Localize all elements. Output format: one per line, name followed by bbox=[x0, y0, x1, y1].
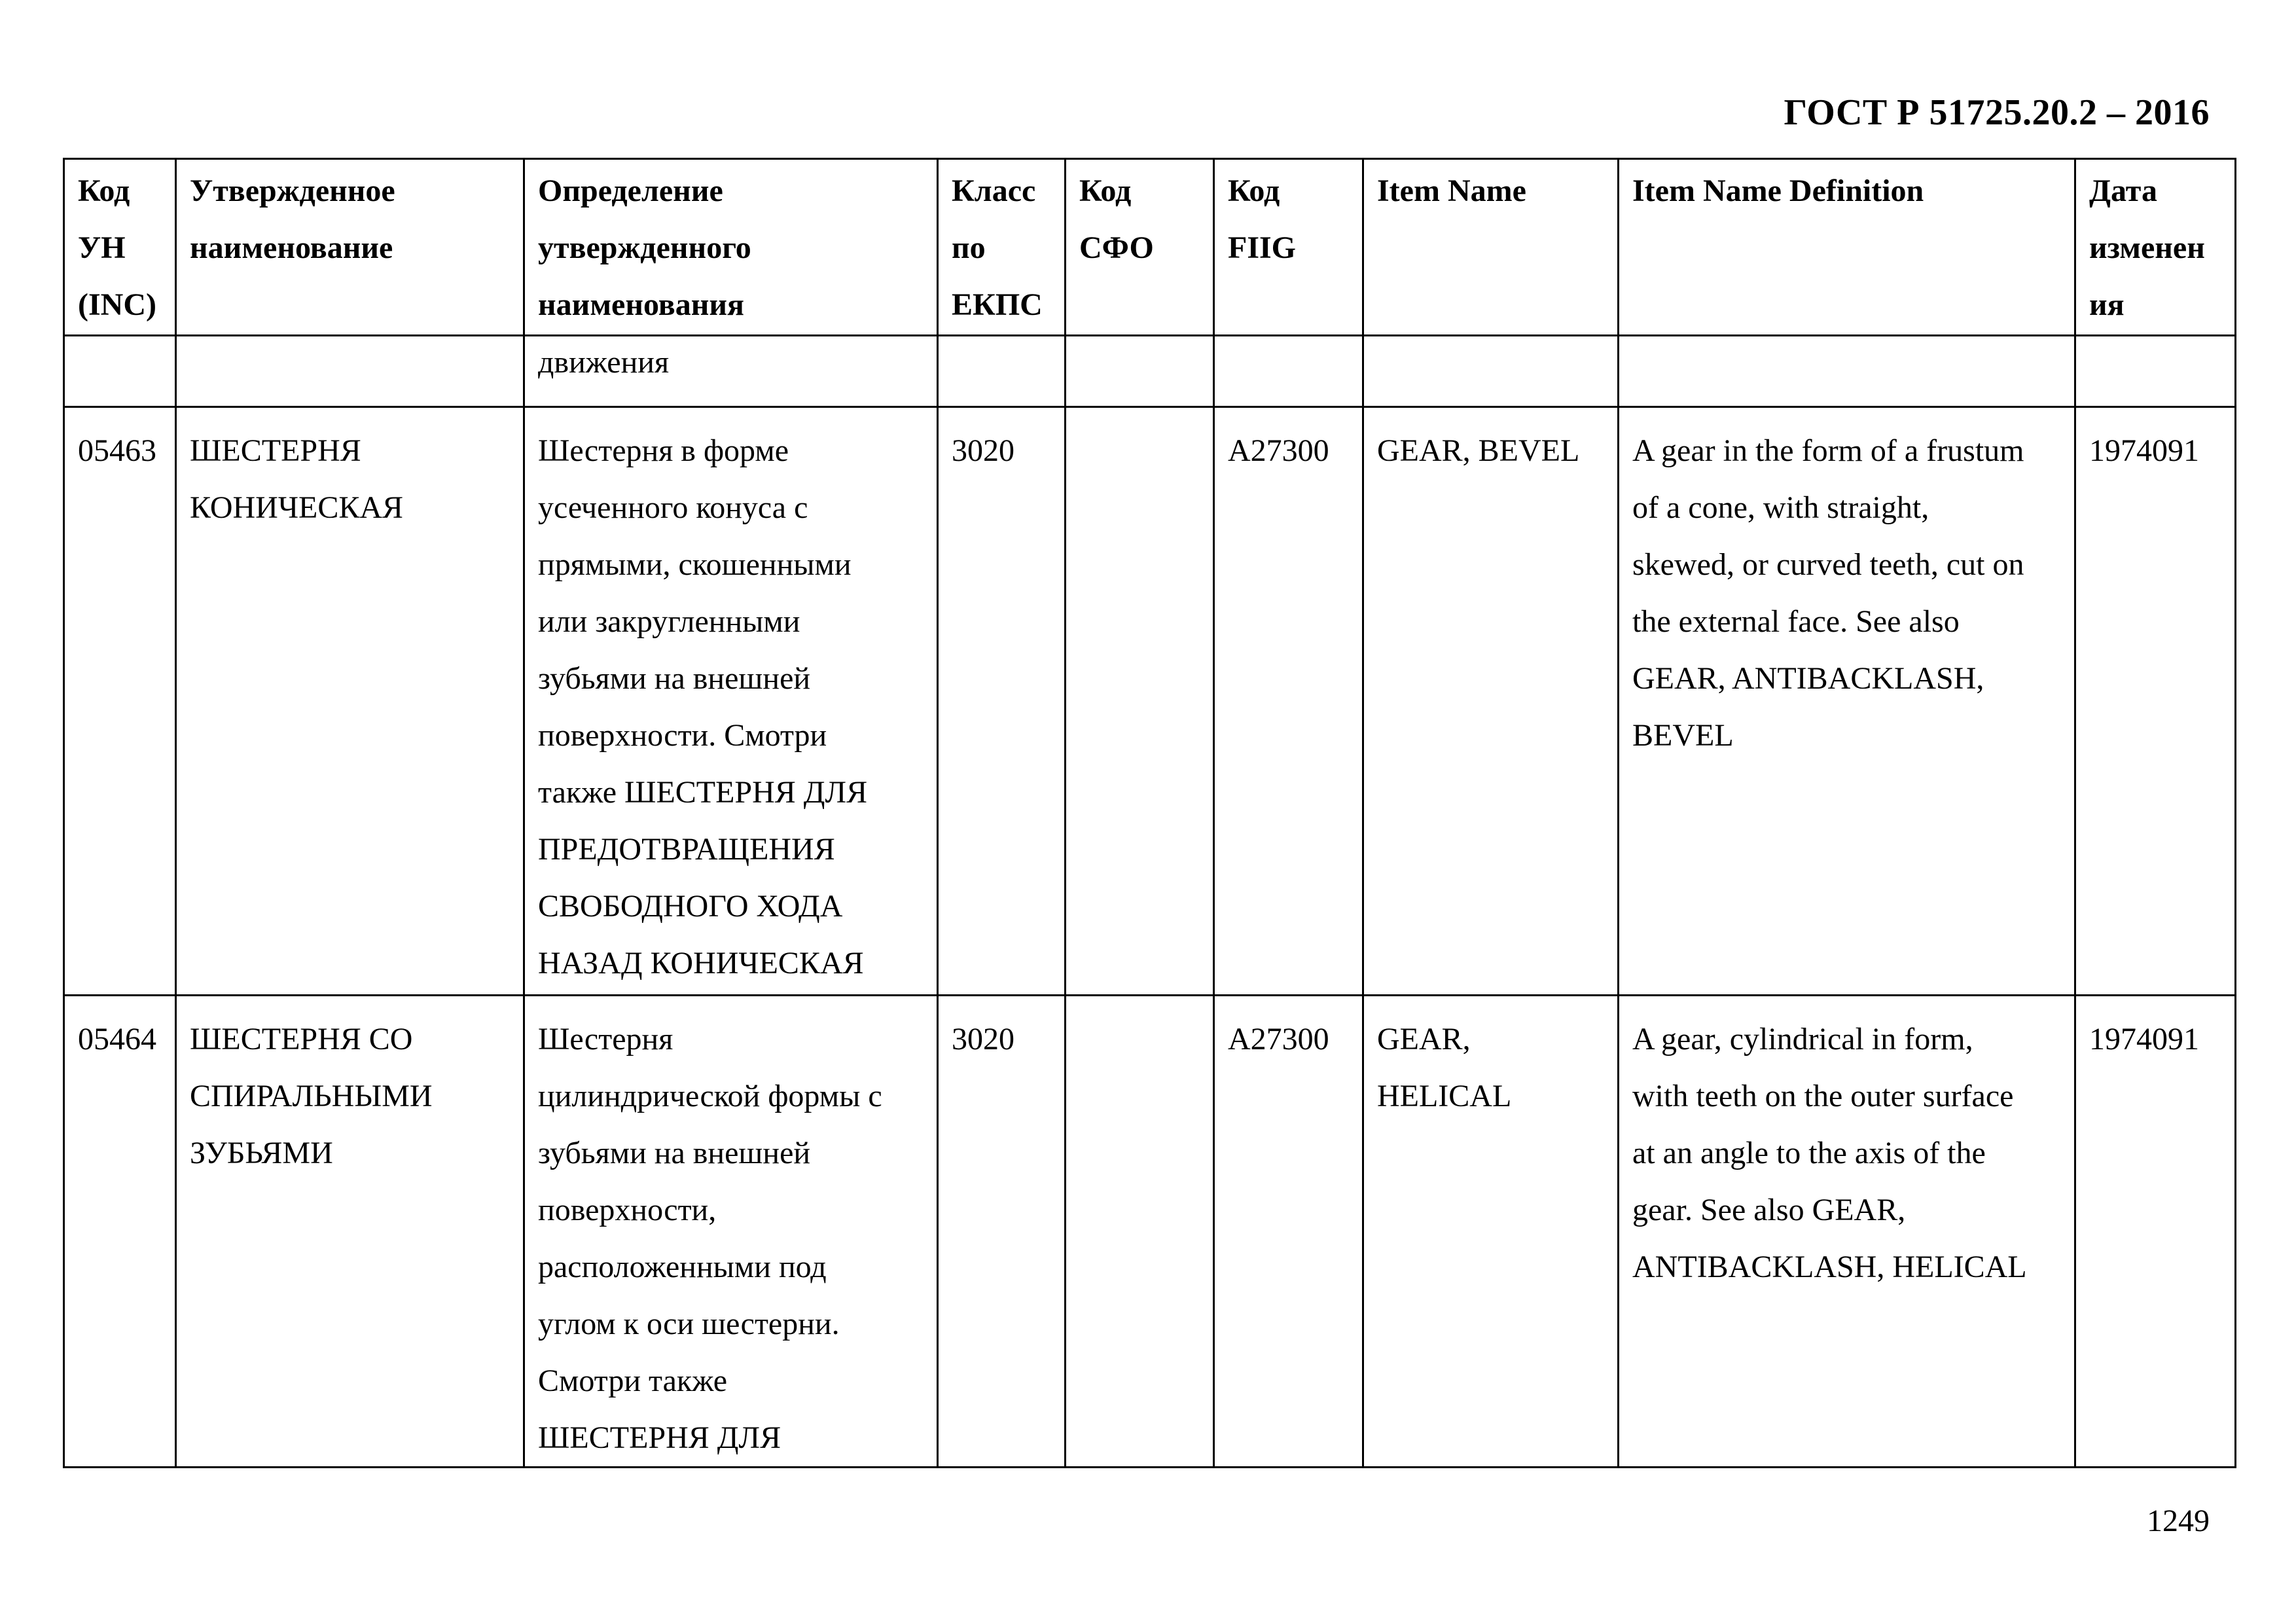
table-cell bbox=[1214, 336, 1363, 407]
table-cell bbox=[64, 336, 176, 407]
page-number: 1249 bbox=[2147, 1504, 2210, 1538]
table-header-row bbox=[64, 159, 2236, 336]
fiig-code-cell: A27300 bbox=[1214, 407, 1363, 996]
fiig-code-cell: A27300 bbox=[1214, 996, 1363, 1468]
table-row-continuation bbox=[64, 336, 2236, 407]
inc-cell: 05464 bbox=[64, 996, 176, 1468]
table-row bbox=[64, 996, 2236, 1468]
definition-cell: Шестерня в форме усеченного конуса с прямыми, скошенными или закругленными зубьями на внешней поверхности. Смотри также ШЕСТЕРНЯ ДЛЯ ПРЕДОТВРАЩЕНИЯ СВОБОДНОГО ХОДА НАЗАД КОНИЧЕСКАЯ bbox=[524, 407, 938, 996]
table-cell bbox=[1066, 336, 1214, 407]
change-date-cell: 1974091 bbox=[2075, 996, 2236, 1468]
definition-cell: Шестерня цилиндрической формы с зубьями на внешней поверхности, расположенными под углом к оси шестерни. Смотри также ШЕСТЕРНЯ ДЛЯ bbox=[524, 996, 938, 1468]
item-name-definition-cell: A gear in the form of a frustum of a cone, with straight, skewed, or curved teeth, cut on the external face. See also GEAR, ANTIBACKLASH, BEVEL bbox=[1619, 407, 2075, 996]
column-header-sfo-code: Код СФО bbox=[1066, 159, 1214, 336]
column-header-inc: Код УН (INC) bbox=[64, 159, 176, 336]
change-date-cell: 1974091 bbox=[2075, 407, 2236, 996]
table-row bbox=[64, 407, 2236, 996]
item-name-cell: GEAR, BEVEL bbox=[1363, 407, 1619, 996]
table-cell bbox=[1363, 336, 1619, 407]
item-name-definition-cell: A gear, cylindrical in form, with teeth on the outer surface at an angle to the axis of the gear. See also GEAR, ANTIBACKLASH, HELICAL bbox=[1619, 996, 2075, 1468]
ekps-class-cell: 3020 bbox=[938, 407, 1066, 996]
table-cell bbox=[2075, 336, 2236, 407]
column-header-change-date: Дата изменен ия bbox=[2075, 159, 2236, 336]
item-names-table bbox=[63, 158, 2236, 1468]
column-header-item-name-definition: Item Name Definition bbox=[1619, 159, 2075, 336]
column-header-fiig-code: Код FIIG bbox=[1214, 159, 1363, 336]
column-header-definition: Определение утвержденного наименования bbox=[524, 159, 938, 336]
column-header-approved-name: Утвержденное наименование bbox=[176, 159, 524, 336]
column-header-item-name: Item Name bbox=[1363, 159, 1619, 336]
item-name-cell: GEAR, HELICAL bbox=[1363, 996, 1619, 1468]
inc-cell: 05463 bbox=[64, 407, 176, 996]
table-cell: движения bbox=[524, 336, 938, 407]
approved-name-cell: ШЕСТЕРНЯ КОНИЧЕСКАЯ bbox=[176, 407, 524, 996]
sfo-code-cell bbox=[1066, 996, 1214, 1468]
column-header-ekps-class: Класс по ЕКПС bbox=[938, 159, 1066, 336]
table-cell bbox=[1619, 336, 2075, 407]
sfo-code-cell bbox=[1066, 407, 1214, 996]
table-cell bbox=[938, 336, 1066, 407]
approved-name-cell: ШЕСТЕРНЯ СО СПИРАЛЬНЫМИ ЗУБЬЯМИ bbox=[176, 996, 524, 1468]
table-cell bbox=[176, 336, 524, 407]
document-standard-header: ГОСТ Р 51725.20.2 – 2016 bbox=[1784, 92, 2210, 133]
ekps-class-cell: 3020 bbox=[938, 996, 1066, 1468]
